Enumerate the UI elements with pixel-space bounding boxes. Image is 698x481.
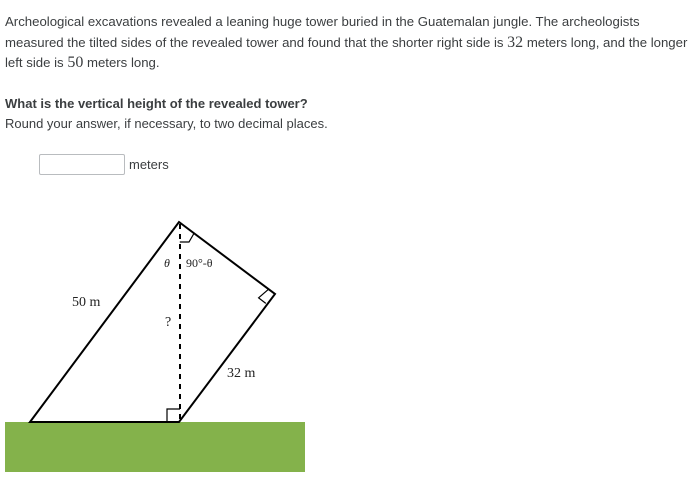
- complement-angle-label: 90°-θ: [186, 256, 213, 270]
- rounding-instruction: Round your answer, if necessary, to two decimal places.: [5, 116, 328, 131]
- problem-text-2: meters long, and the longer left side is: [5, 34, 688, 70]
- left-side-label: 50 m: [72, 295, 101, 310]
- ground: [5, 422, 305, 472]
- angle-marker-apex: [180, 233, 194, 242]
- question-title: What is the vertical height of the revealed tower?: [5, 96, 308, 111]
- right-angle-marker-corner: [259, 289, 269, 303]
- left-side-value: 50: [67, 54, 84, 71]
- theta-label: θ: [164, 256, 170, 270]
- answer-unit-label: meters: [129, 156, 169, 172]
- problem-text-1: Archeological excavations revealed a leaning huge tower buried in the Guatemalan jungle. The archeologists measured the tilted sides of the revealed tower and found that the shorter right side is: [5, 14, 640, 50]
- height-unknown-label: ?: [165, 315, 172, 330]
- right-side-value: 32: [507, 33, 524, 51]
- right-side-label: 32 m: [227, 366, 256, 381]
- tower-outline: [30, 222, 275, 422]
- problem-text-3: meters long.: [83, 55, 160, 70]
- right-angle-marker-base: [167, 409, 180, 421]
